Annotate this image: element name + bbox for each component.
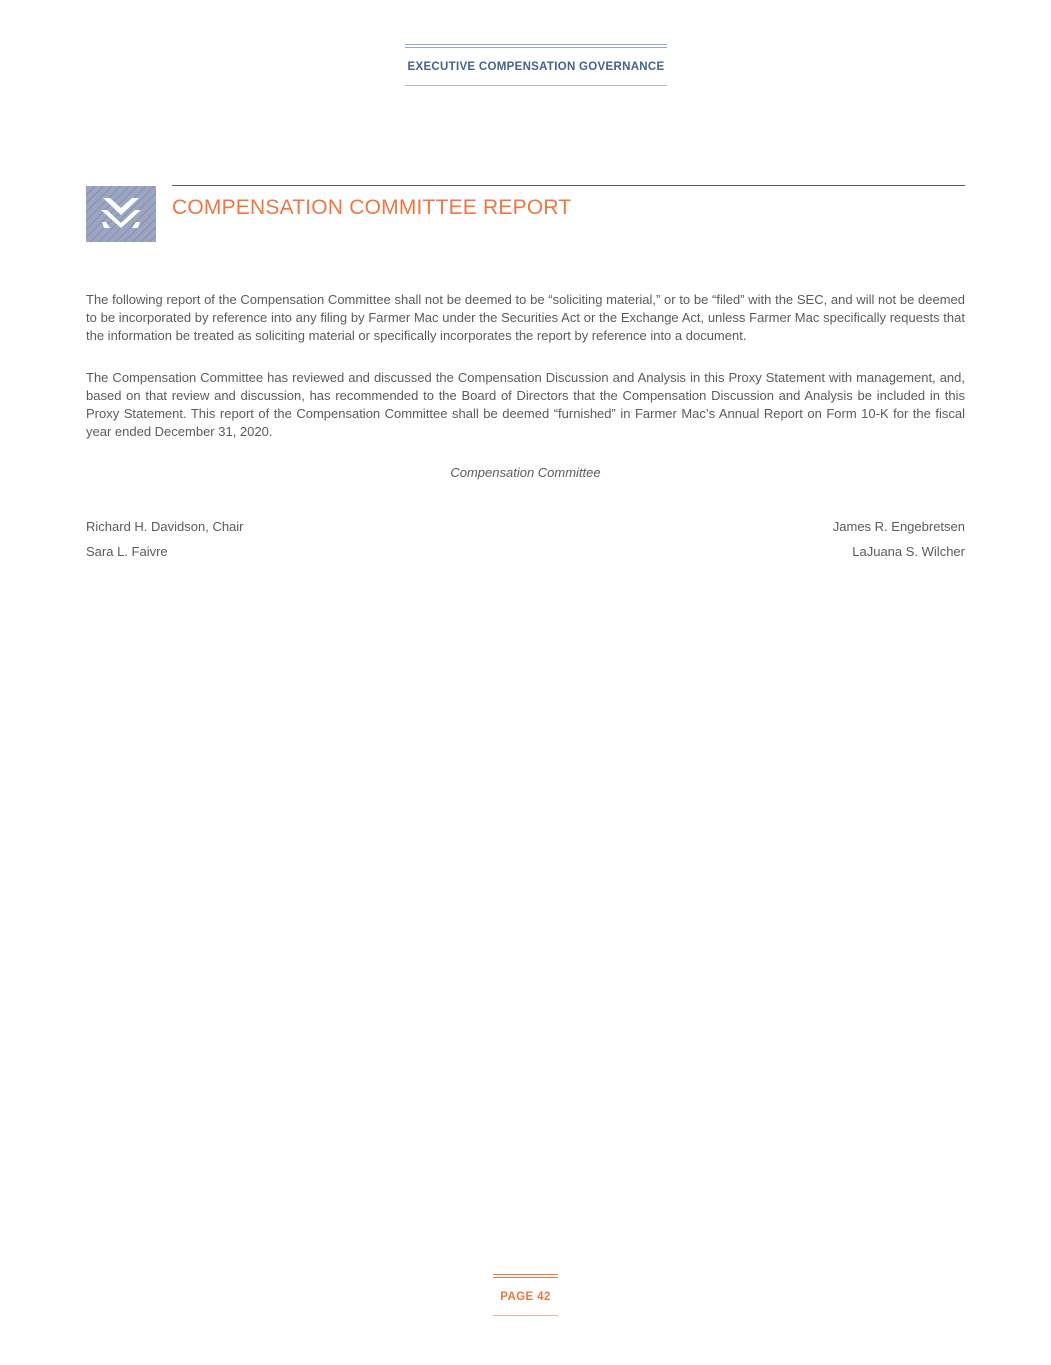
header-rule-top-1 [405, 44, 667, 45]
page-number: PAGE 42 [500, 1291, 551, 1303]
committee-member-1: Richard H. Davidson, Chair [86, 519, 244, 534]
running-header [405, 44, 667, 86]
committee-member-3: Sara L. Faivre [86, 544, 168, 559]
body-paragraph-2: The Compensation Committee has reviewed and discussed the Compensation Discussion and Analysis in this Proxy Statement with management, and, based on that review and discussion, has recommended to the Board of Directors that the Compensation Discussion and Analysis be included in this Proxy Statement. This report of the Compensation Committee shall be deemed “furnished” in Farmer Mac’s Annual Report on Form 10-K for the fiscal year ended December 31, 2020. [86, 370, 965, 439]
farmer-mac-chevron-icon [86, 186, 156, 242]
footer-rule-bottom [493, 1315, 558, 1316]
page-footer [493, 1274, 558, 1316]
committee-member-2: James R. Engebretsen [832, 519, 965, 534]
committee-member-4: LaJuana S. Wilcher [852, 544, 965, 559]
body-paragraph-1: The following report of the Compensation Committee shall not be deemed to be “soliciting material,” or to be “filed” with the SEC, and will not be deemed to be incorporated by reference into any filing by Farmer Mac under the Securities Act or the Exchange Act, unless Farmer Mac specifically requests that the information be treated as soliciting material or specifically incorporates the report by reference into a document. [86, 292, 965, 343]
header-rule-top-2 [405, 47, 667, 48]
running-header-title: EXECUTIVE COMPENSATION GOVERNANCE [407, 61, 665, 73]
section-title: COMPENSATION COMMITTEE REPORT [172, 196, 572, 219]
footer-rule-top-1 [493, 1274, 558, 1275]
section-title-rule [172, 185, 965, 186]
footer-rule-top-2 [493, 1277, 558, 1278]
header-rule-bottom [405, 85, 667, 86]
committee-label: Compensation Committee [450, 465, 601, 480]
chevron-icon-graphic [86, 186, 156, 242]
